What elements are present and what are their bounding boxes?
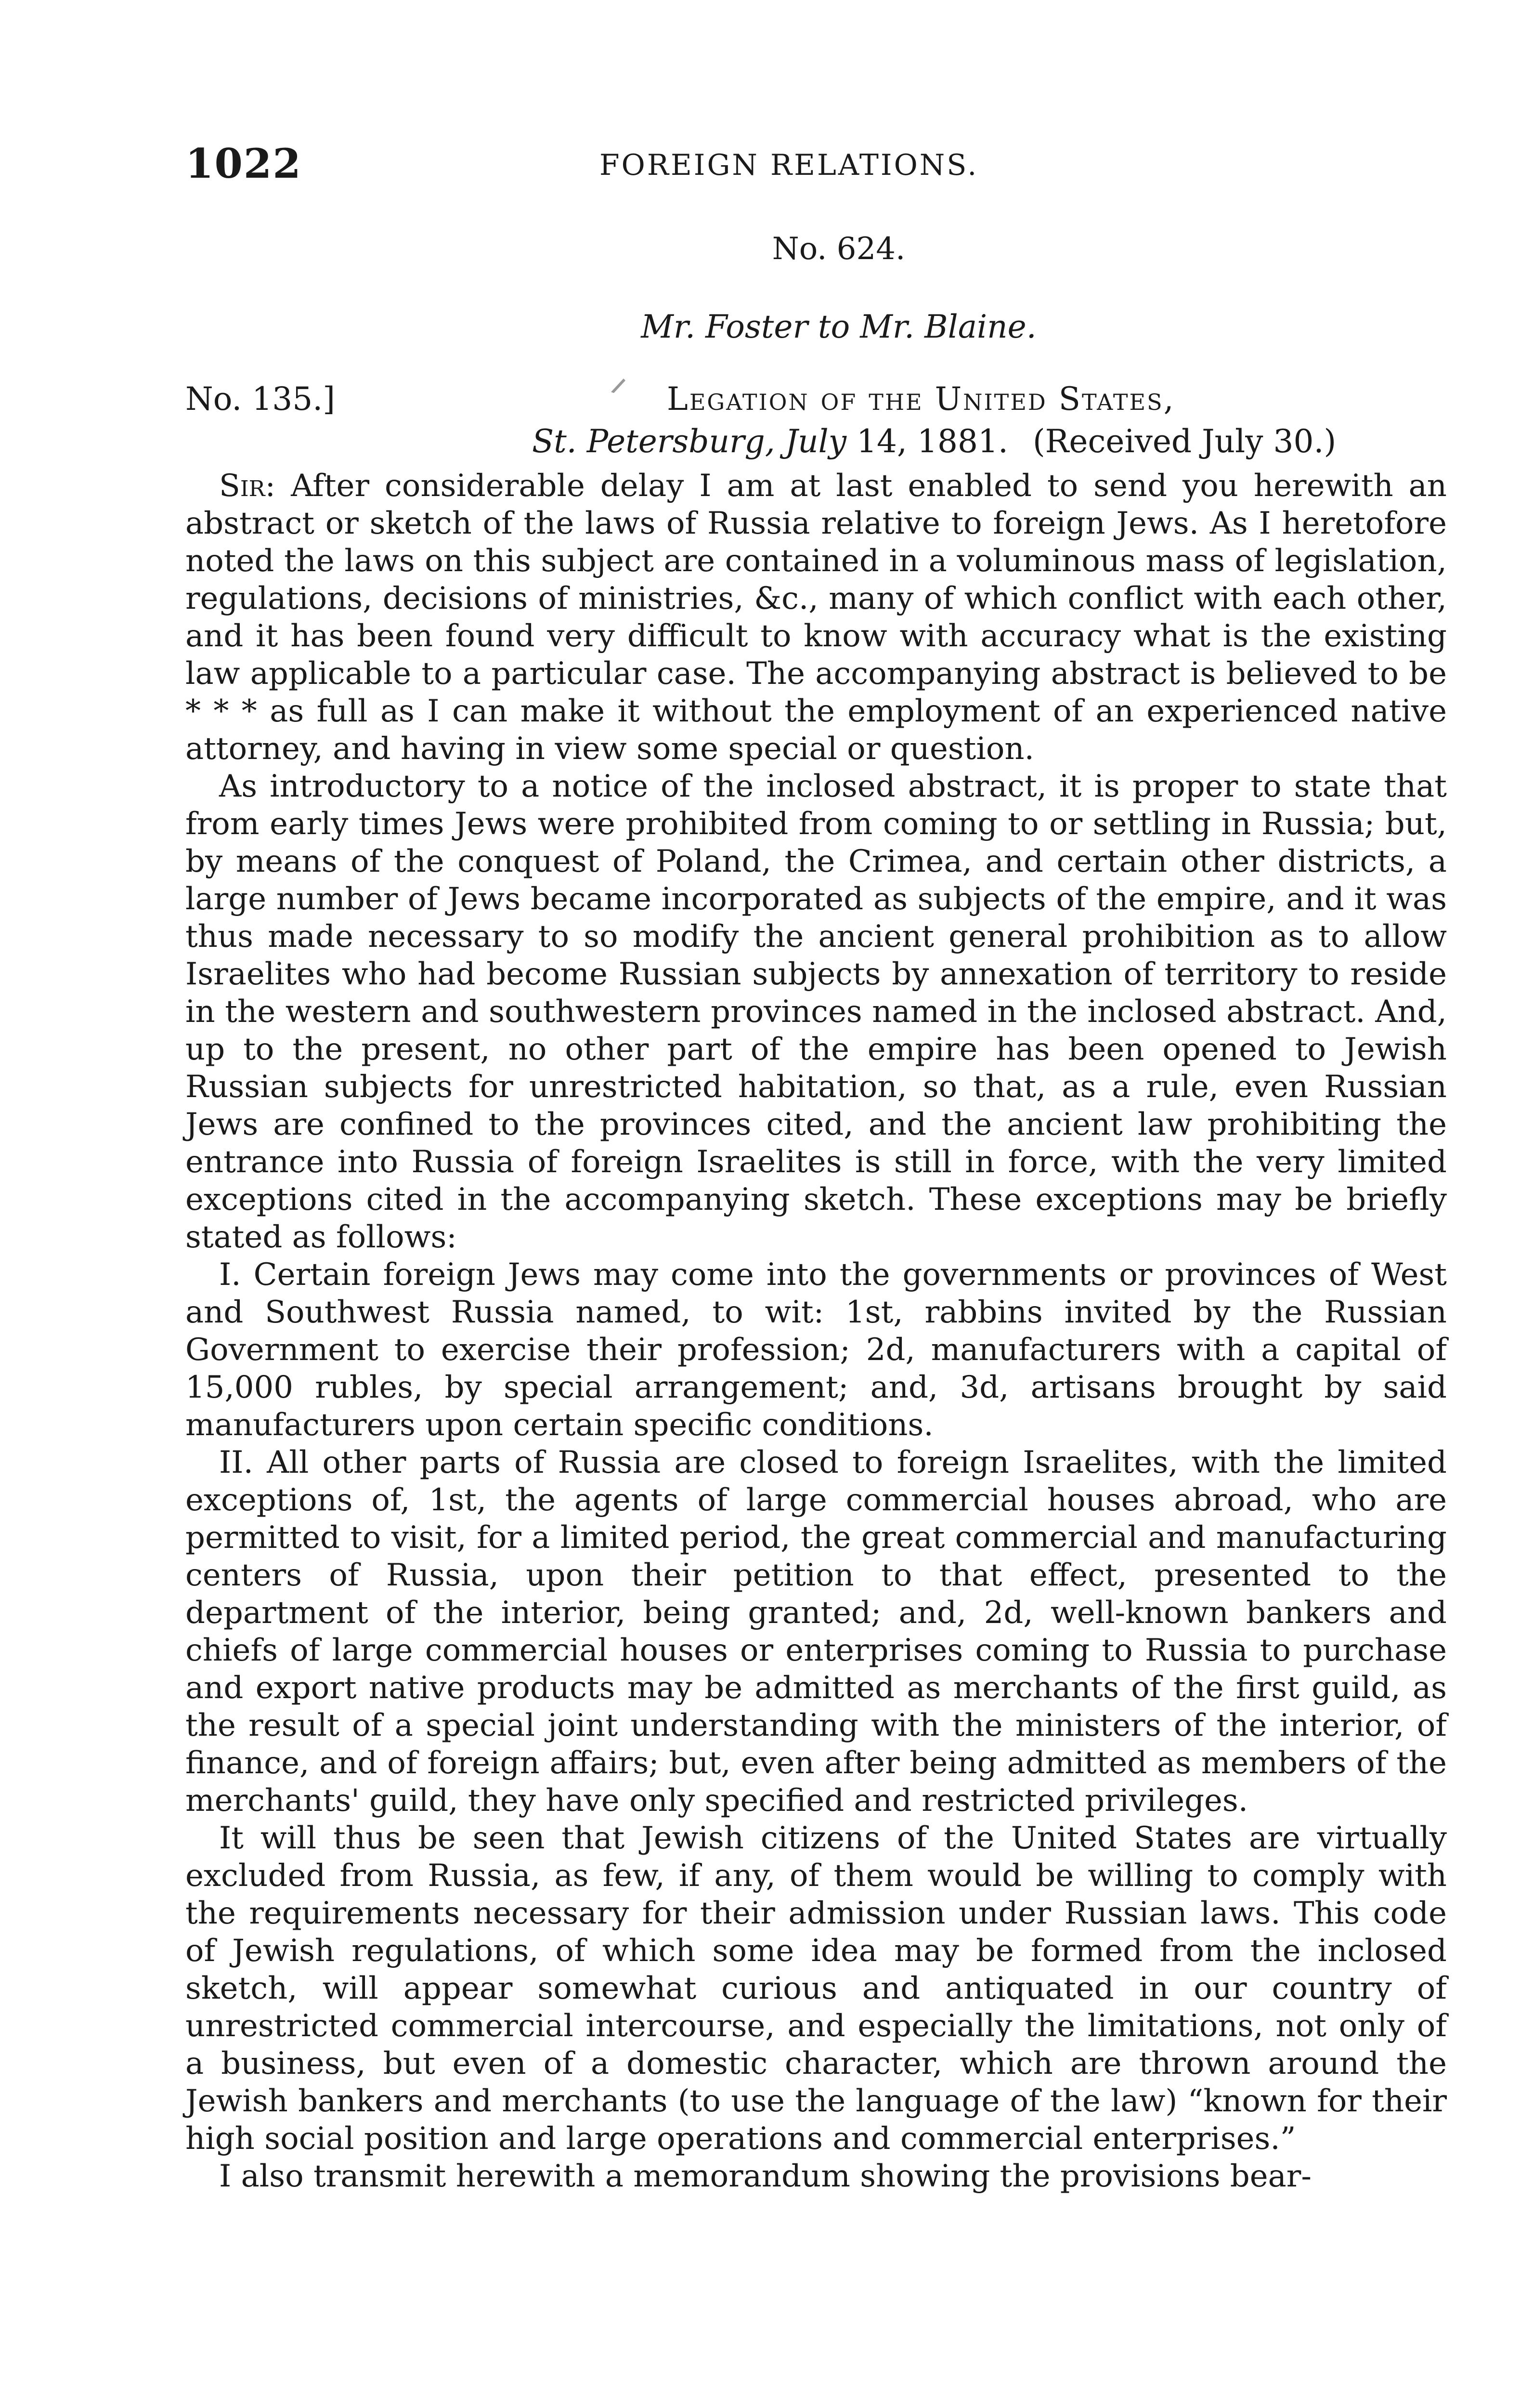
received-date: (Received July 30.) [1032,423,1337,460]
running-header [185,140,1437,193]
place-and-date [532,423,1336,460]
letter-body [185,467,1447,2195]
paragraph [185,467,1447,768]
paragraph: I also transmit herewith a memorandum showing the provisions bear- [219,2159,1312,2194]
place: St. Petersburg, [532,423,775,460]
paragraph: As introductory to a notice of the inclosed abstract, it is proper to state that from early times Jews were prohibited from coming to or settling in Russia; but, by means of the conquest of Poland, the Crimea, and certain other districts, a large number of Jews became incorporated as subjects of the empire, and it was thus made necessary to so modify the ancient general prohibition as to allow Israelites who had become Russian subjects by annexation of territory to reside in the western and southwestern provinces named in the inclosed abstract. And, up to the present, no other part of the empire has been opened to Jewish Russian subjects for unrestricted habitation, so that, as a rule, even Russian Jews are confined to the provinces cited, and the ancient law prohibiting the entrance into Russia of foreign Israelites is still in force, with the very limited exceptions cited in the accompanying sketch. These exceptions may be briefly stated as follows: [185,769,1447,1255]
pen-mark-icon [609,376,628,395]
paragraph: II. All other parts of Russia are closed to foreign Israelites, with the limited exceptions of, 1st, the agents of large commercial houses abroad, who are permitted to visit, for a limited period, the great commercial and manufacturing centers of Russia, upon their petition to that effect, presented to the department of the interior, being granted; and, 2d, well-known bankers and chiefs of large commercial houses or enterprises coming to Russia to purchase and export native products may be admitted as merchants of the first guild, as the result of a special joint understanding with the ministers of the interior, of finance, and of foreign affairs; but, even after being admitted as members of the merchants' guild, they have only specified and restricted privileges. [185,1445,1447,1819]
page-number: 1022 [185,140,302,187]
paragraph: It will thus be seen that Jewish citizens of the United States are virtually excluded from Russia, as few, if any, of them would be willing to comply with the requirements necessary for their admission under Russian laws. This code of Jewish regulations, of which some idea may be formed from the inclosed sketch, will appear somewhat curious and antiquated in our country of unrestricted commercial intercourse, and especially the limitations, not only of a business, but even of a domestic character, which are thrown around the Jewish bankers and merchants (to use the language of the law) “known for their high social position and large operations and commercial enterprises.” [185,1820,1447,2157]
document-heading: Mr. Foster to Mr. Blaine. [641,308,1037,345]
paragraph: I. Certain foreign Jews may come into the governments or provinces of West and Southwest Russia named, to wit: 1st, rabbins invited by the Russian Government to exercise their profession; 2d, manufacturers with a capital of 15,000 rubles, by special arrangement; and, 3d, artisans brought by said manufacturers upon certain specific conditions. [185,1257,1447,1443]
dateline [185,380,1437,472]
salutation: Sir: [219,468,276,504]
document-number: No. 624. [772,231,906,267]
legation-name: Legation of the United States, [667,380,1175,418]
date-month: July [785,423,847,460]
date-rest: 14, 1881. [857,423,1008,460]
paragraph-text: After considerable delay I am at last enabled to send you herewith an abstract or sketch of the laws of Russia relative to foreign Jews. As I heretofore noted the laws on this subject are contained in a voluminous mass of legislation, regulations, decisions of ministries, &c., many of which conflict with each other, and it has been found very difficult to know with accuracy what is the existing law applicable to a particular case. The accompanying abstract is believed to be * * * as full as I can make it without the employment of an experienced native attorney, and having in view some special or question. [185,468,1447,767]
despatch-number: No. 135.] [185,380,335,418]
running-title: FOREIGN RELATIONS. [599,148,979,182]
